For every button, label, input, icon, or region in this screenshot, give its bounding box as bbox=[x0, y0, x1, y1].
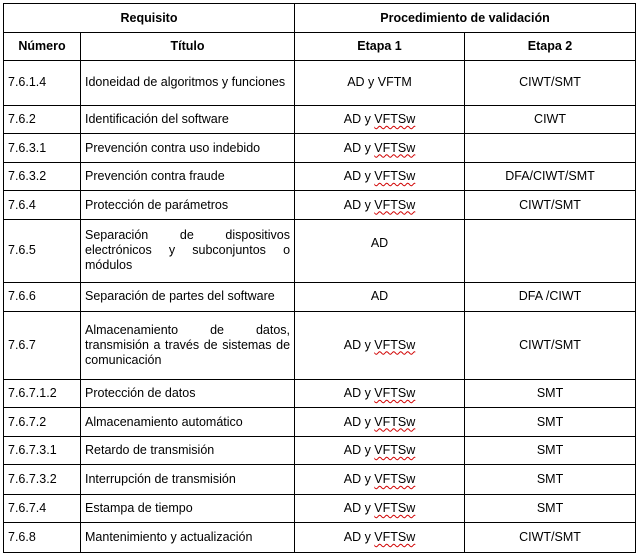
cell-etapa1 bbox=[295, 311, 465, 379]
table-row bbox=[4, 494, 636, 523]
etapa1-code: VFTSw bbox=[374, 197, 416, 212]
cell-titulo: Identificación del software bbox=[81, 105, 295, 134]
cell-titulo: Idoneidad de algoritmos y funciones bbox=[81, 61, 295, 106]
cell-numero: 7.6.7.1.2 bbox=[4, 379, 81, 408]
cell-titulo: Prevención contra fraude bbox=[81, 162, 295, 191]
etapa1-prefix: AD y bbox=[343, 197, 375, 212]
cell-etapa2: DFA /CIWT bbox=[465, 283, 636, 312]
etapa1-code: VFTSw bbox=[374, 386, 416, 401]
etapa1-code: VFTSw bbox=[374, 443, 416, 458]
table-row bbox=[4, 61, 636, 106]
etapa1-prefix: AD y bbox=[343, 472, 375, 487]
header-row-columns bbox=[4, 33, 636, 61]
cell-etapa2: CIWT/SMT bbox=[465, 311, 636, 379]
etapa1-code: VFTSw bbox=[374, 472, 416, 487]
cell-numero: 7.6.1.4 bbox=[4, 61, 81, 106]
etapa1-code: VFTSw bbox=[374, 337, 416, 352]
cell-titulo: Interrupción de transmisión bbox=[81, 465, 295, 495]
cell-numero: 7.6.7.3.1 bbox=[4, 436, 81, 465]
table-row bbox=[4, 105, 636, 134]
table-row bbox=[4, 219, 636, 282]
header-titulo: Título bbox=[81, 33, 295, 61]
etapa1-code: VFTSw bbox=[374, 501, 416, 516]
cell-etapa2: SMT bbox=[465, 436, 636, 465]
etapa1-prefix: AD y bbox=[343, 414, 375, 429]
cell-titulo: Estampa de tiempo bbox=[81, 494, 295, 523]
etapa1-prefix: AD y bbox=[343, 443, 375, 458]
etapa1-code: VFTSw bbox=[374, 140, 416, 155]
cell-etapa1 bbox=[295, 494, 465, 523]
cell-titulo: Mantenimiento y actualización bbox=[81, 523, 295, 553]
cell-numero: 7.6.2 bbox=[4, 105, 81, 134]
etapa1-prefix: AD bbox=[370, 289, 389, 304]
cell-etapa1 bbox=[295, 134, 465, 163]
cell-etapa1 bbox=[295, 162, 465, 191]
cell-titulo: Protección de parámetros bbox=[81, 191, 295, 220]
cell-etapa1 bbox=[295, 436, 465, 465]
cell-titulo: Prevención contra uso indebido bbox=[81, 134, 295, 163]
cell-titulo: Almacenamiento automático bbox=[81, 408, 295, 437]
table-row bbox=[4, 408, 636, 437]
cell-etapa2: SMT bbox=[465, 408, 636, 437]
table-row bbox=[4, 523, 636, 553]
table-row bbox=[4, 465, 636, 495]
cell-etapa2: CIWT/SMT bbox=[465, 523, 636, 553]
header-requisito: Requisito bbox=[4, 4, 295, 33]
cell-numero: 7.6.5 bbox=[4, 219, 81, 282]
table-row bbox=[4, 311, 636, 379]
cell-titulo: Almacenamiento de datos, transmisión a través de sistemas de comunicación bbox=[81, 311, 295, 379]
cell-numero: 7.6.7.4 bbox=[4, 494, 81, 523]
etapa1-prefix: AD y bbox=[347, 75, 378, 90]
cell-numero: 7.6.7 bbox=[4, 311, 81, 379]
cell-numero: 7.6.3.1 bbox=[4, 134, 81, 163]
table-row bbox=[4, 283, 636, 312]
cell-titulo: Retardo de transmisión bbox=[81, 436, 295, 465]
etapa1-code: VFTSw bbox=[374, 169, 416, 184]
table-row bbox=[4, 134, 636, 163]
cell-numero: 7.6.7.2 bbox=[4, 408, 81, 437]
table-row bbox=[4, 379, 636, 408]
cell-etapa1 bbox=[295, 105, 465, 134]
etapa1-code: VFTSw bbox=[374, 112, 416, 127]
etapa1-prefix: AD y bbox=[343, 530, 375, 545]
etapa1-prefix: AD y bbox=[343, 169, 375, 184]
header-etapa2: Etapa 2 bbox=[465, 33, 636, 61]
cell-etapa1 bbox=[295, 61, 465, 106]
cell-etapa2 bbox=[465, 134, 636, 163]
table-row bbox=[4, 162, 636, 191]
cell-numero: 7.6.4 bbox=[4, 191, 81, 220]
cell-numero: 7.6.7.3.2 bbox=[4, 465, 81, 495]
etapa1-prefix: AD y bbox=[343, 140, 375, 155]
etapa1-prefix: AD y bbox=[343, 112, 375, 127]
cell-etapa2: CIWT/SMT bbox=[465, 191, 636, 220]
cell-etapa1 bbox=[295, 523, 465, 553]
cell-etapa2: SMT bbox=[465, 494, 636, 523]
cell-etapa1 bbox=[295, 219, 465, 282]
validation-requirements-table bbox=[3, 3, 636, 553]
cell-etapa1 bbox=[295, 465, 465, 495]
cell-numero: 7.6.6 bbox=[4, 283, 81, 312]
cell-numero: 7.6.8 bbox=[4, 523, 81, 553]
header-numero: Número bbox=[4, 33, 81, 61]
etapa1-prefix: AD y bbox=[343, 337, 375, 352]
etapa1-code: VFTM bbox=[377, 75, 412, 90]
table-row bbox=[4, 191, 636, 220]
cell-etapa2: CIWT/SMT bbox=[465, 61, 636, 106]
etapa1-prefix: AD bbox=[370, 235, 389, 250]
header-etapa1: Etapa 1 bbox=[295, 33, 465, 61]
cell-etapa2: CIWT bbox=[465, 105, 636, 134]
etapa1-prefix: AD y bbox=[343, 386, 375, 401]
cell-etapa1 bbox=[295, 379, 465, 408]
header-procedimiento: Procedimiento de validación bbox=[295, 4, 636, 33]
cell-etapa2: SMT bbox=[465, 379, 636, 408]
etapa1-code: VFTSw bbox=[374, 414, 416, 429]
etapa1-code: VFTSw bbox=[374, 530, 416, 545]
table-row bbox=[4, 436, 636, 465]
cell-etapa2: SMT bbox=[465, 465, 636, 495]
cell-etapa1 bbox=[295, 408, 465, 437]
cell-etapa2 bbox=[465, 219, 636, 282]
cell-titulo: Separación de dispositivos electrónicos y subconjuntos o módulos bbox=[81, 219, 295, 282]
cell-numero: 7.6.3.2 bbox=[4, 162, 81, 191]
cell-titulo: Protección de datos bbox=[81, 379, 295, 408]
header-row-group bbox=[4, 4, 636, 33]
cell-etapa2: DFA/CIWT/SMT bbox=[465, 162, 636, 191]
cell-etapa1 bbox=[295, 283, 465, 312]
cell-etapa1 bbox=[295, 191, 465, 220]
etapa1-prefix: AD y bbox=[343, 501, 375, 516]
cell-titulo: Separación de partes del software bbox=[81, 283, 295, 312]
